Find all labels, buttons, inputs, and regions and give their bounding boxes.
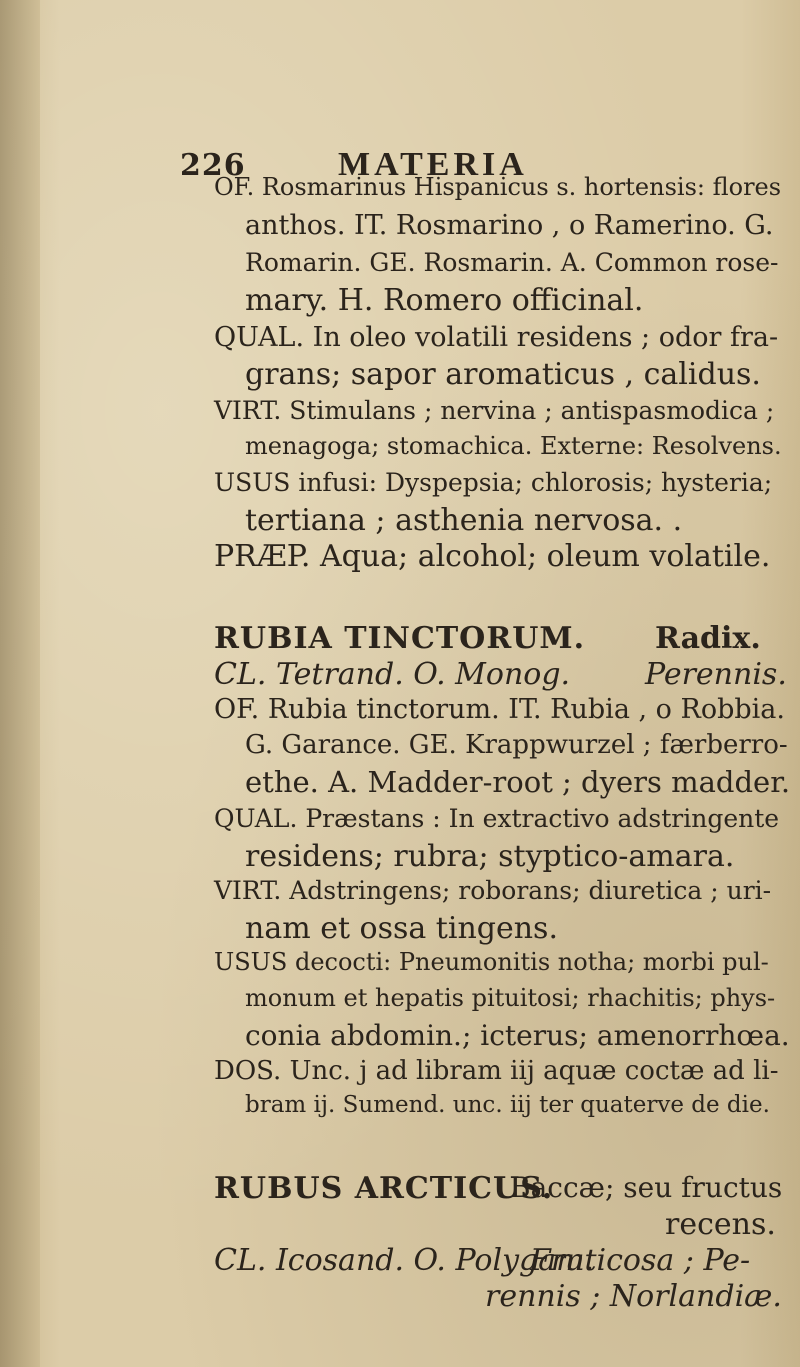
entry-line: grans; sapor aromaticus , calidus.: [245, 357, 761, 392]
entry-line: QUAL. Præstans : In extractivo adstringente: [214, 804, 780, 833]
entry-part: Baccæ; seu fructus: [510, 1171, 783, 1204]
entry-line: ethe. A. Madder-root ; dyers madder.: [245, 765, 791, 799]
entry-line: Romarin. GE. Rosmarin. A. Common rose-: [245, 248, 779, 277]
entry-classification: CL. Icosand. O. Polygam.: [214, 1243, 595, 1278]
entry-line: VIRT. Adstringens; roborans; diuretica ; uri-: [214, 876, 772, 905]
entry-line: tertiana ; asthenia nervosa. .: [245, 503, 683, 538]
entry-line: VIRT. Stimulans ; nervina ; antispasmodica ;: [214, 396, 775, 425]
entry-habitat: rennis ; Norlandiæ.: [485, 1279, 782, 1314]
entry-line: G. Garance. GE. Krappwurzel ; færberro-: [245, 730, 788, 760]
entry-line: bram ij. Sumend. unc. iij ter quaterve de die.: [245, 1092, 770, 1118]
entry-title: RUBUS ARCTICUS.: [214, 1171, 554, 1206]
entry-title: RUBIA TINCTORUM.: [214, 621, 586, 656]
running-head: MATERIA: [338, 146, 528, 183]
entry-line: residens; rubra; styptico-amara.: [245, 839, 735, 874]
entry-line: monum et hepatis pituitosi; rhachitis; phys-: [245, 984, 776, 1012]
page-number: 226: [180, 148, 246, 183]
entry-line: USUS infusi: Dyspepsia; chlorosis; hysteria;: [214, 468, 773, 497]
entry-part: Radix.: [655, 621, 761, 656]
entry-line: OF. Rubia tinctorum. IT. Rubia , o Robbia.: [214, 694, 785, 725]
entry-part: recens.: [665, 1207, 776, 1242]
page-gutter: [0, 0, 40, 1367]
entry-line: nam et ossa tingens.: [245, 911, 558, 946]
entry-line: mary. H. Romero officinal.: [245, 283, 644, 318]
entry-line: QUAL. In oleo volatili residens ; odor fra-: [214, 322, 779, 353]
entry-line: PRÆP. Aqua; alcohol; oleum volatile.: [214, 539, 771, 574]
entry-line: anthos. IT. Rosmarino , o Ramerino. G.: [245, 210, 774, 241]
entry-line: menagoga; stomachica. Externe: Resolvens.: [245, 432, 782, 460]
entry-line: conia abdomin.; icterus; amenorrhœa.: [245, 1019, 790, 1052]
entry-duration: Perennis.: [645, 657, 787, 692]
entry-classification: CL. Tetrand. O. Monog.: [214, 657, 571, 692]
entry-line: USUS decocti: Pneumonitis notha; morbi pul-: [214, 948, 769, 976]
entry-line: OF. Rosmarinus Hispanicus s. hortensis: flores: [214, 173, 782, 201]
entry-duration: Fruticosa ; Pe-: [530, 1243, 751, 1278]
entry-line: DOS. Unc. j ad libram iij aquæ coctæ ad li-: [214, 1056, 779, 1086]
